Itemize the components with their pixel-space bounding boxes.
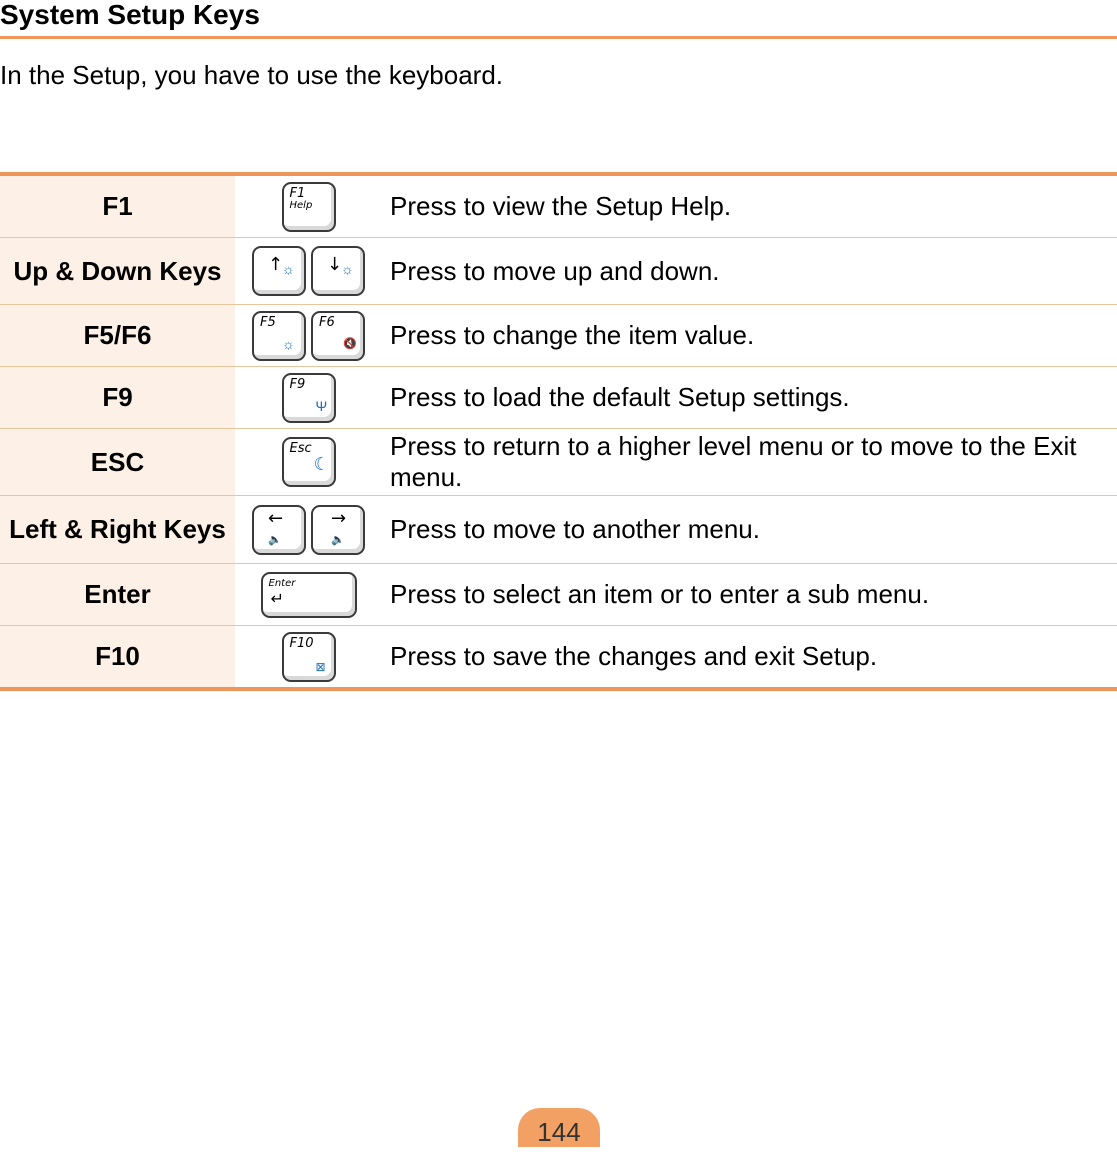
key-icons	[235, 246, 382, 296]
key-icons	[235, 572, 382, 618]
table-row	[0, 238, 1117, 305]
key-icons	[235, 182, 382, 232]
title-divider	[0, 36, 1117, 39]
key-name: F10	[0, 626, 235, 687]
key-name: Enter	[0, 564, 235, 625]
key-description: Press to change the item value.	[390, 320, 755, 350]
f9-key-icon: F9 Ψ	[282, 373, 336, 423]
down-arrow-key-icon: ↓ ☼	[311, 246, 365, 296]
table-row	[0, 367, 1117, 429]
table-row	[0, 496, 1117, 564]
page-number: 144	[518, 1108, 600, 1147]
key-name: F1	[0, 176, 235, 237]
intro-text: In the Setup, you have to use the keyboard.	[0, 60, 504, 90]
right-arrow-key-icon: → 🔈	[311, 505, 365, 555]
key-description: Press to view the Setup Help.	[390, 191, 732, 221]
key-icons	[235, 632, 382, 682]
key-icons	[235, 437, 382, 487]
key-name: ESC	[0, 429, 235, 495]
key-name: Left & Right Keys	[0, 496, 235, 563]
key-description: Press to load the default Setup settings.	[390, 382, 850, 412]
key-description: Press to save the changes and exit Setup.	[390, 641, 878, 671]
enter-key-icon: Enter ↵	[261, 572, 357, 618]
key-description: Press to select an item or to enter a sub menu.	[390, 579, 930, 609]
table-row	[0, 564, 1117, 626]
f5-key-icon: F5 ☼	[252, 311, 306, 361]
key-name: Up & Down Keys	[0, 238, 235, 304]
key-description: Press to move up and down.	[390, 255, 720, 286]
page-title: System Setup Keys	[0, 0, 260, 30]
key-description: Press to move to another menu.	[390, 514, 760, 544]
key-icons	[235, 373, 382, 423]
up-arrow-key-icon: ↑ ☼	[252, 246, 306, 296]
esc-key-icon: Esc ☾	[282, 437, 336, 487]
left-arrow-key-icon: ← 🔈	[252, 505, 306, 555]
setup-keys-table	[0, 172, 1117, 691]
table-row	[0, 305, 1117, 367]
f1-key-icon: F1 Help	[282, 182, 336, 232]
f6-key-icon: F6 🔇	[311, 311, 365, 361]
table-row	[0, 429, 1117, 496]
key-name: F9	[0, 367, 235, 428]
table-row	[0, 626, 1117, 687]
key-description: Press to return to a higher level menu or to move to the Exit menu.	[390, 431, 1077, 492]
key-name: F5/F6	[0, 305, 235, 366]
table-row	[0, 176, 1117, 238]
key-icons	[235, 311, 382, 361]
key-icons	[235, 505, 382, 555]
f10-key-icon: F10 ⊠	[282, 632, 336, 682]
